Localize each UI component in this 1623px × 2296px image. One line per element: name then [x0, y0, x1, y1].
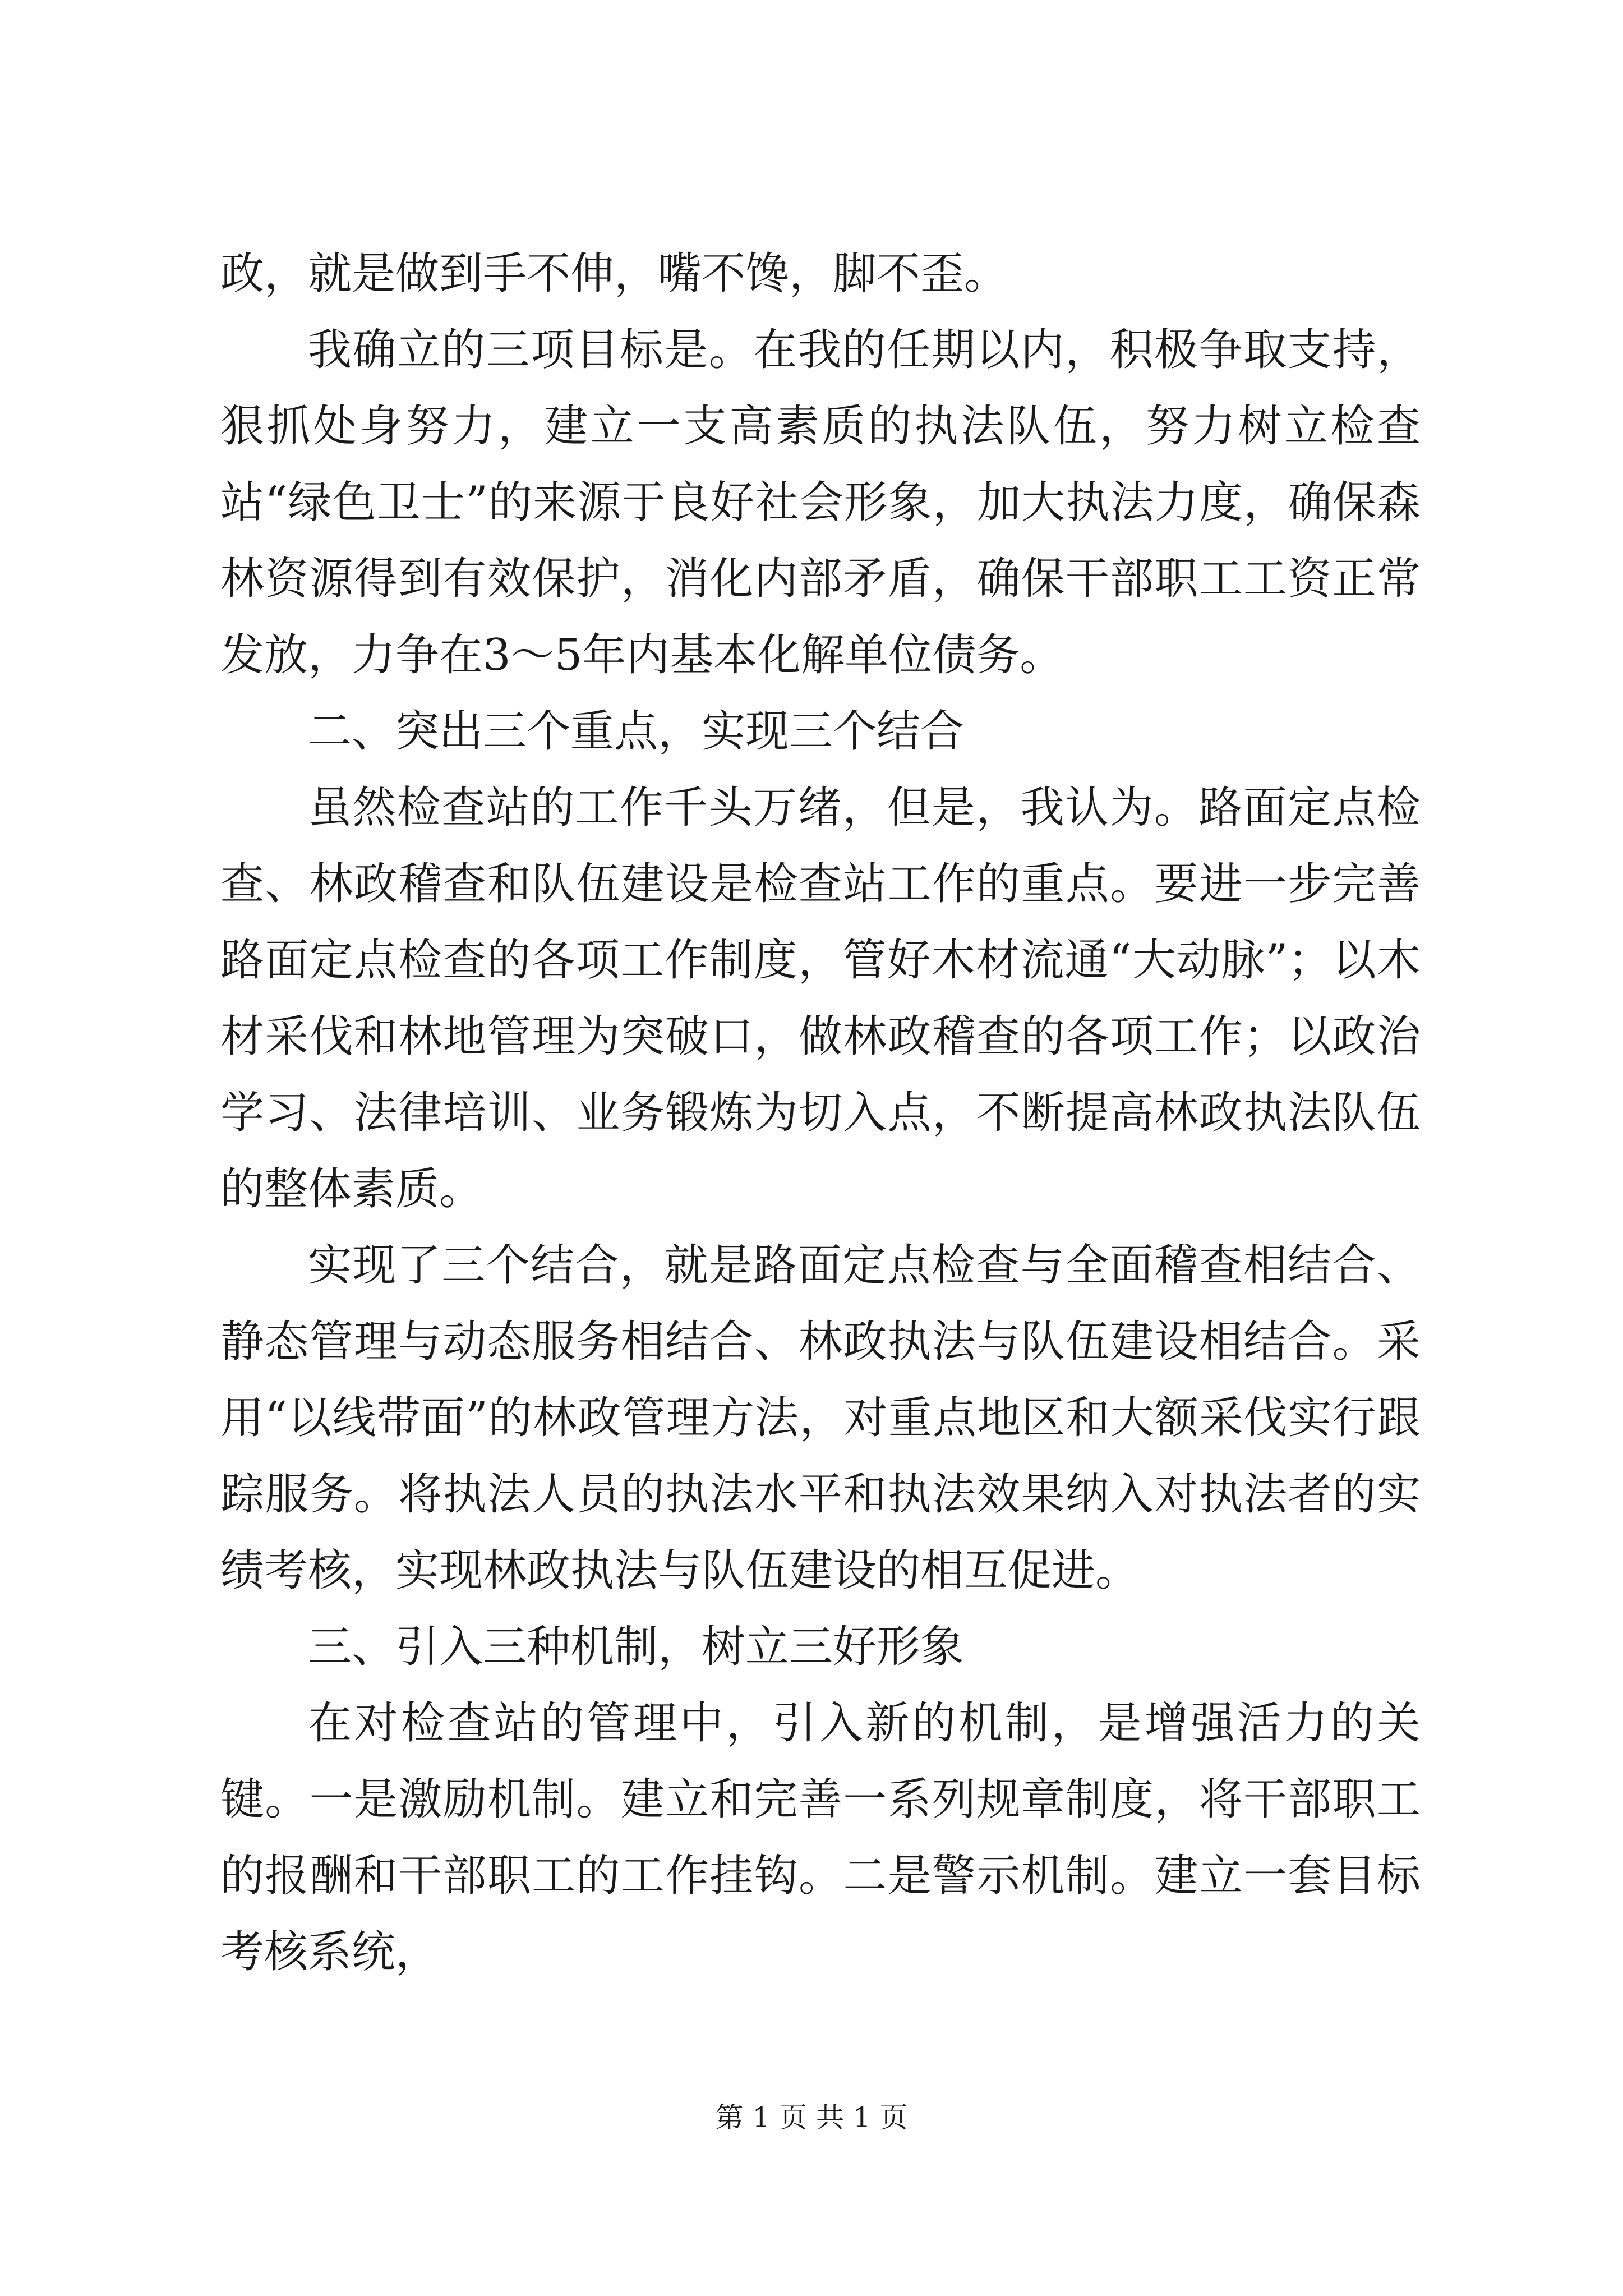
page-footer — [0, 2098, 1623, 2137]
paragraph-goals: 我确立的三项目标是。在我的任期以内，积极争取支持，狠抓处身努力，建立一支高素质的执法队伍，努力树立检查站“绿色卫士”的来源于良好社会形象，加大执法力度，确保森林资源得到有效保护，消化内部矛盾，确保干部职工工资正常发放，力争在3～5年内基本化解单位债务。 — [220, 325, 1421, 680]
section-heading-two: 二、突出三个重点，实现三个结合 — [308, 706, 965, 757]
paragraph-continuation: 政，就是做到手不伸，嘴不馋，脚不歪。 — [220, 249, 1008, 299]
paragraph-combinations: 实现了三个结合，就是路面定点检查与全面稽查相结合、静态管理与动态服务相结合、林政执法与队伍建设相结合。采用“以线带面”的林政管理方法，对重点地区和大额采伐实行跟踪服务。将执法人员的执法水平和执法效果纳入对执法者的实绩考核，实现林政执法与队伍建设的相互促进。 — [220, 1240, 1421, 1596]
document-body — [220, 236, 1421, 1990]
paragraph-mechanisms: 在对检查站的管理中，引入新的机制，是增强活力的关键。一是激励机制。建立和完善一系列规章制度，将干部职工的报酬和干部职工的工作挂钩。二是警示机制。建立一套目标考核系统， — [220, 1698, 1421, 1977]
section-heading-three: 三、引入三种机制，树立三好形象 — [308, 1622, 965, 1672]
page-number-label: 第 1 页 共 1 页 — [715, 2101, 908, 2134]
paragraph-key-points: 虽然检查站的工作千头万绪，但是，我认为。路面定点检查、林政稽查和队伍建设是检查站工作的重点。要进一步完善路面定点检查的各项工作制度，管好木材流通“大动脉”；以木材采伐和林地管理为突破口，做林政稽查的各项工作；以政治学习、法律培训、业务锻炼为切入点，不断提高林政执法队伍的整体素质。 — [220, 783, 1421, 1214]
